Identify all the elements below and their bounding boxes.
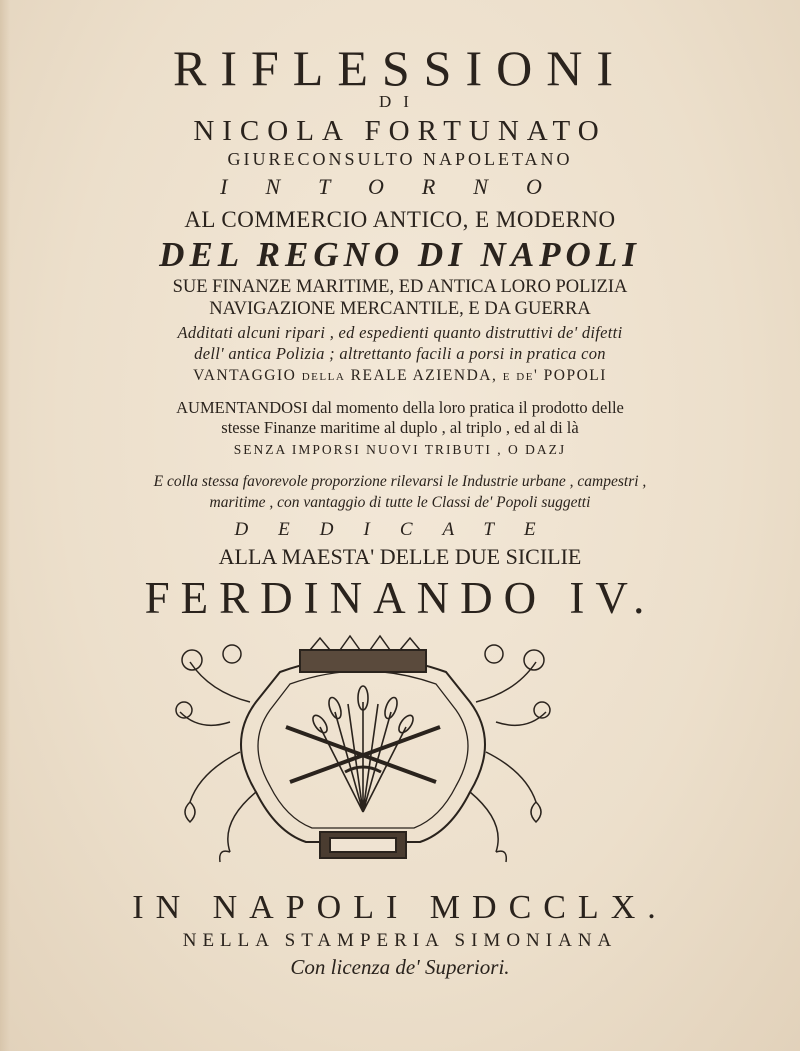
imprint-place-date: IN NAPOLI MDCCLX. (132, 889, 668, 926)
dedicatee-name: FERDINANDO IV. (144, 573, 656, 623)
note-3-line-a: E colla stessa favorevole proporzione rilevarsi le Industrie urbane , campestri , (153, 473, 647, 490)
note-1-line-b: dell' antica Polizia ; altrettanto facili a porsi in pratica con (194, 344, 606, 363)
book-title: RIFLESSIONI (172, 40, 628, 96)
note-2-line-b: stesse Finanze maritime al duplo , al triplo , ed al di là (221, 418, 579, 437)
dedicate-line: DEDICATE (234, 519, 566, 540)
intorno-line: INTORNO (220, 174, 580, 199)
author-role: GIURECONSULTO NAPOLETANO (227, 149, 573, 169)
dedication-line: ALLA MAESTA' DELLE DUE SICILIE (218, 544, 582, 569)
note-1-line-a: Additati alcuni ripari , ed espedienti quanto distruttivi de' difetti (177, 323, 623, 342)
note-2-line-c: SENZA IMPORSI NUOVI TRIBUTI , O DAZJ (233, 442, 567, 457)
imprint-license: Con licenza de' Superiori. (290, 955, 510, 979)
subject-line-4: NAVIGAZIONE MERCANTILE, E DA GUERRA (209, 299, 591, 319)
subject-line-1: AL COMMERCIO ANTICO, E MODERNO (184, 207, 616, 232)
subject-line-2: DEL REGNO DI NAPOLI (159, 235, 641, 274)
author-name: NICOLA FORTUNATO (193, 115, 607, 147)
di-line: DI (379, 92, 421, 111)
engraved-vignette-icon (170, 632, 556, 880)
note-2-line-a: AUMENTANDOSI dal momento della loro pratica il prodotto delle (176, 398, 624, 417)
subject-line-3: SUE FINANZE MARITIME, ED ANTICA LORO POLIZIA (172, 277, 628, 297)
imprint-printer: NELLA STAMPERIA SIMONIANA (182, 930, 618, 951)
note-3-line-b: maritime , con vantaggio di tutte le Classi de' Popoli suggetti (209, 494, 591, 511)
note-1-line-c: VANTAGGIO della REALE AZIENDA, e de' POPOLI (193, 367, 607, 384)
